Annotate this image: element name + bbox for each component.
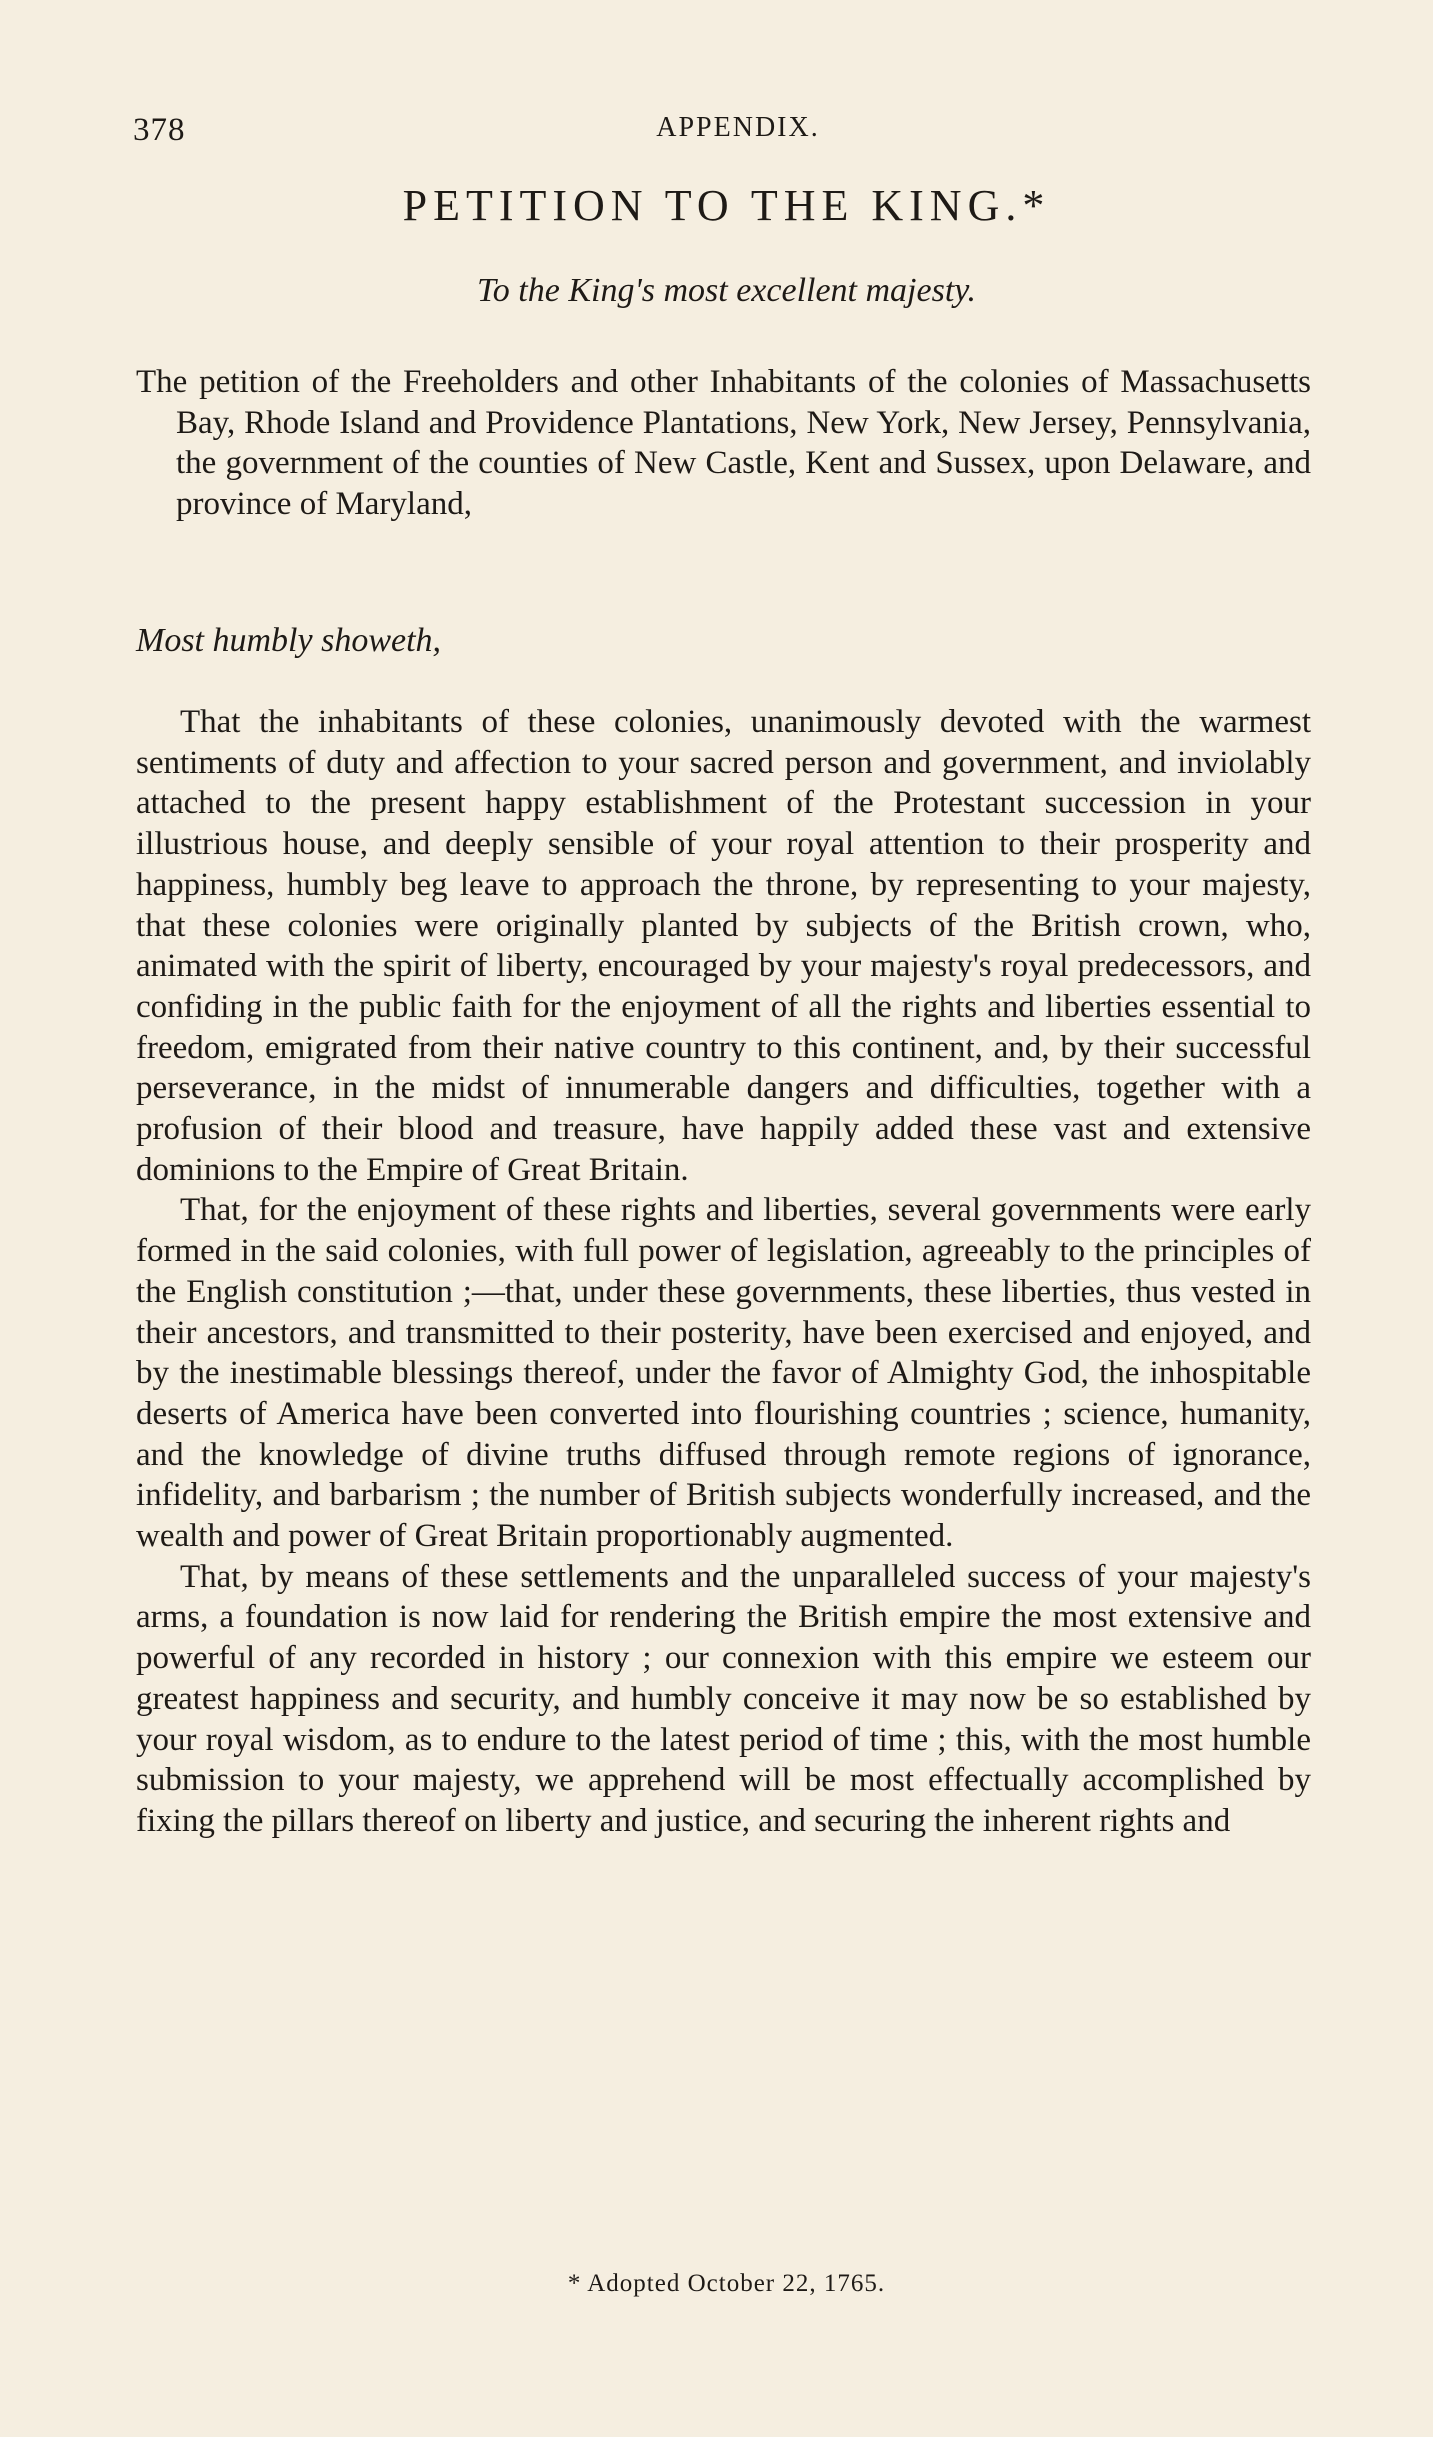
- petition-body: [136, 702, 1311, 1842]
- paragraph: That, by means of these settlements and the unparalleled success of your majesty's arms, a foundation is now laid for rendering the British empire the most extensive and powerful of any recorded in history ; our connexion with this empire we esteem our greatest happiness and security, and humbly conceive it may now be so established by your royal wisdom, as to endure to the latest period of time ; this, with the most humble submission to your majesty, we apprehend will be most effectually accomplished by fixing the pillars thereof on liberty and justice, and securing the inherent rights and: [136, 1558, 1311, 1839]
- page-number: 378: [133, 112, 186, 148]
- salutation: To the King's most excellent majesty.: [477, 272, 976, 309]
- page-title: PETITION TO THE KING.*: [402, 181, 1051, 230]
- running-head: [133, 112, 1313, 162]
- showeth-heading: Most humbly showeth,: [136, 622, 442, 659]
- running-title: APPENDIX.: [656, 112, 820, 143]
- footnote: * Adopted October 22, 1765.: [567, 2270, 886, 2297]
- paragraph: That the inhabitants of these colonies, unanimously devoted with the warmest sentiments of duty and affection to your sacred person and government, and inviolably attached to the present happy establishment of the Protestant succession in your illustrious house, and deeply sensible of your royal attention to their prosperity and happiness, humbly beg leave to approach the throne, by representing to your majesty, that these colonies were originally planted by subjects of the British crown, who, animated with the spirit of liberty, encouraged by your majesty's royal predecessors, and confiding in the public faith for the enjoyment of all the rights and liberties essential to freedom, emigrated from their native country to this continent, and, by their successful perseverance, in the midst of innumerable dangers and difficulties, together with a profusion of their blood and treasure, have happily added these vast and extensive dominions to the Empire of Great Britain.: [136, 704, 1311, 1188]
- paragraph: That, for the enjoyment of these rights and liberties, several governments were early formed in the said colonies, with full power of legislation, agreeably to the principles of the English constitution ;—that, under these governments, these liberties, thus vested in their ancestors, and transmitted to their posterity, have been exercised and enjoyed, and by the inestimable blessings thereof, under the favor of Almighty God, the inhospitable deserts of America have been converted into flourishing countries ; science, humanity, and the knowledge of divine truths diffused through remote regions of ignorance, infidelity, and barbarism ; the number of British subjects wonderfully increased, and the wealth and power of Great Britain proportionably augmented.: [136, 1192, 1311, 1555]
- petition-intro: The petition of the Freeholders and other Inhabitants of the colonies of Massachusetts Bay, Rhode Island and Providence Plantations, New York, New Jersey, Pennsylvania, the government of the counties of New Castle, Kent and Sussex, upon Delaware, and province of Maryland,: [136, 364, 1311, 523]
